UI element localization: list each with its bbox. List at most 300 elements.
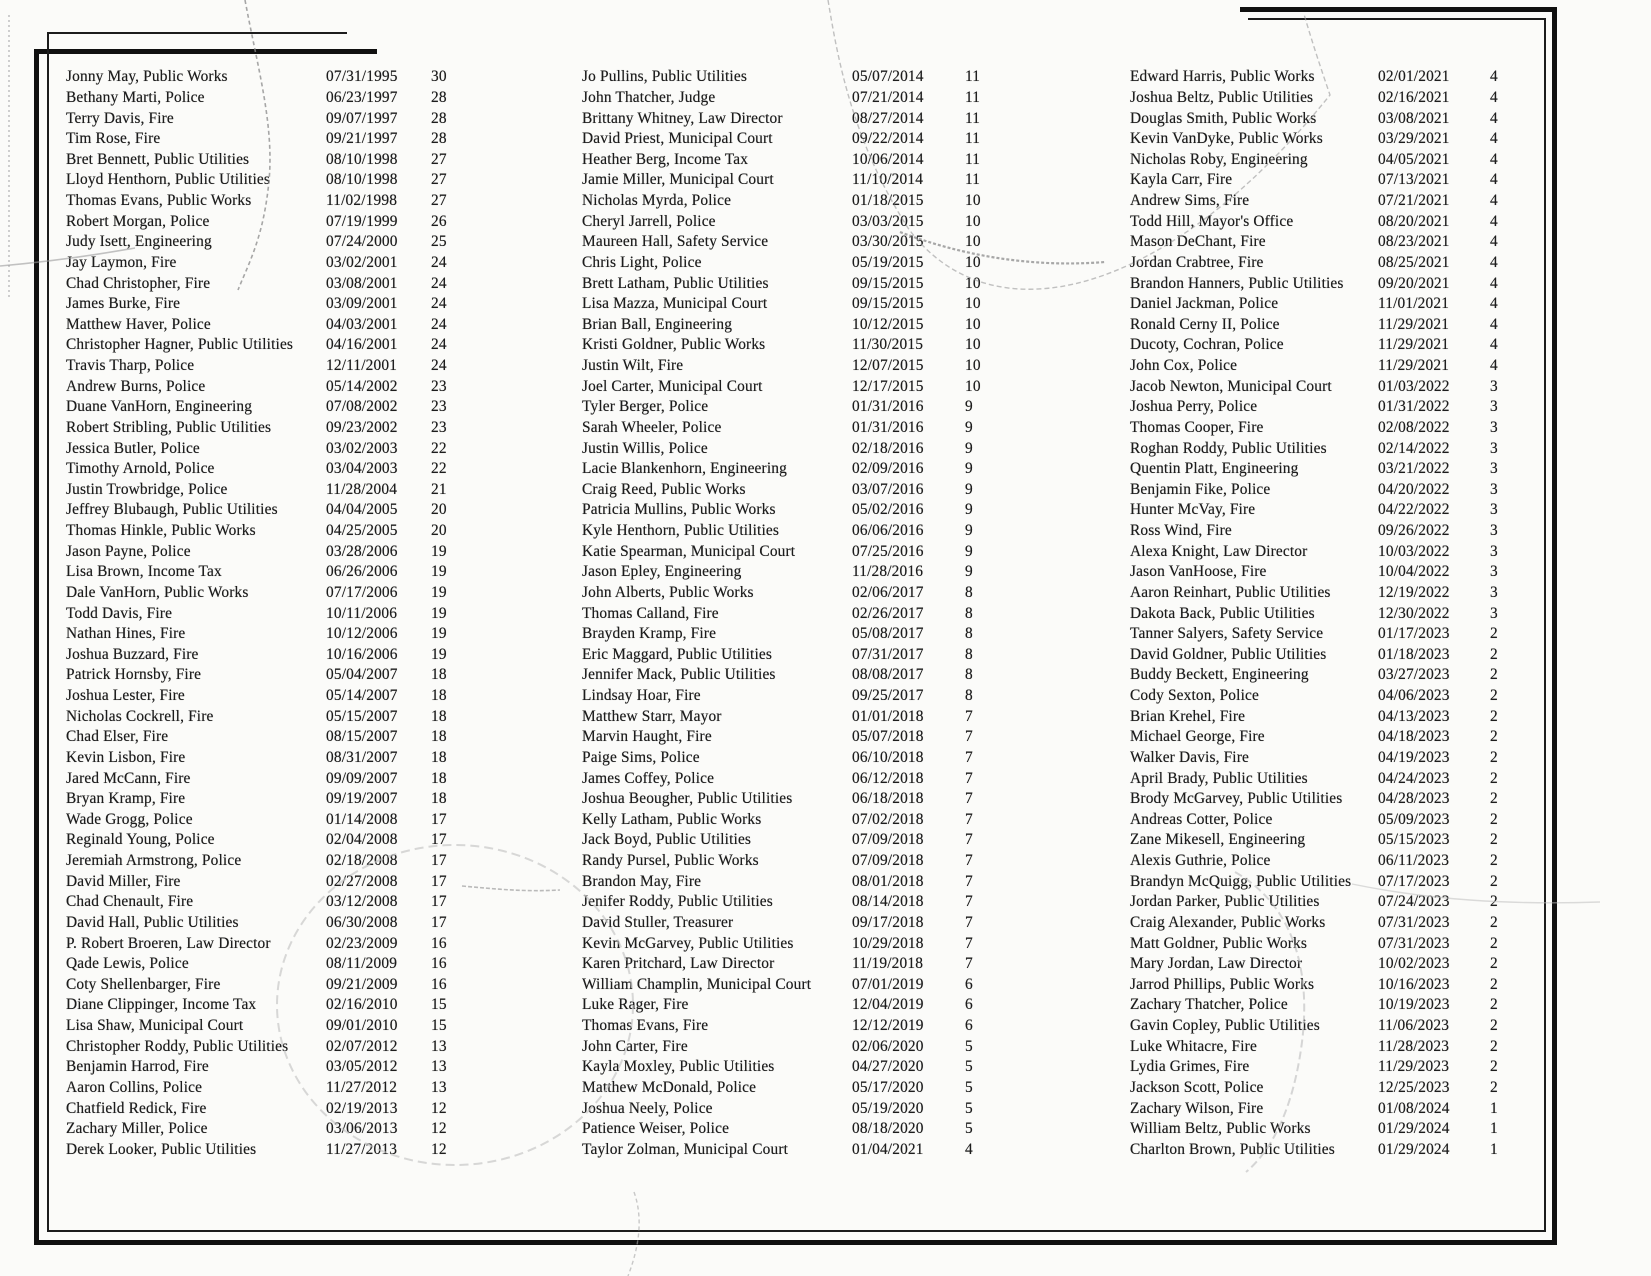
hire-date: 08/15/2007: [326, 728, 398, 746]
years-of-service: 13: [431, 1058, 447, 1076]
years-of-service: 10: [965, 274, 981, 292]
hire-date: 03/28/2006: [326, 542, 398, 560]
list-item: [582, 913, 1025, 934]
hire-date: 06/26/2006: [326, 563, 398, 581]
years-of-service: 7: [965, 934, 973, 952]
employee-name: David Stuller, Treasurer: [582, 913, 734, 931]
years-of-service: 4: [1490, 212, 1498, 230]
hire-date: 04/06/2023: [1378, 687, 1450, 705]
hire-date: 09/21/1997: [326, 130, 398, 148]
hire-date: 11/29/2021: [1378, 357, 1450, 375]
employee-name: Dale VanHorn, Public Works: [66, 583, 249, 601]
hire-date: 05/14/2002: [326, 377, 398, 395]
employee-name: David Goldner, Public Utilities: [1130, 645, 1327, 663]
hire-date: 08/11/2009: [326, 955, 398, 973]
hire-date: 06/23/1997: [326, 88, 398, 106]
years-of-service: 8: [965, 645, 973, 663]
hire-date: 04/20/2022: [1378, 480, 1450, 498]
list-item: [66, 459, 491, 480]
list-item: [66, 335, 491, 356]
employee-name: Aaron Reinhart, Public Utilities: [1130, 583, 1331, 601]
years-of-service: 30: [431, 68, 447, 86]
years-of-service: 17: [431, 893, 447, 911]
list-item: [66, 253, 491, 274]
hire-date: 04/24/2023: [1378, 769, 1450, 787]
list-item: [66, 851, 491, 872]
employee-name: Chatfield Redick, Fire: [66, 1099, 207, 1117]
employee-name: Tanner Salyers, Safety Service: [1130, 625, 1324, 643]
list-item: [66, 830, 491, 851]
employee-name: Chad Christopher, Fire: [66, 274, 211, 292]
years-of-service: 1: [1490, 1120, 1498, 1138]
list-item: [66, 686, 491, 707]
list-item: [1130, 603, 1550, 624]
employee-name: Joshua Beougher, Public Utilities: [582, 790, 793, 808]
employee-name: Lisa Brown, Income Tax: [66, 563, 222, 581]
employee-name: Jared McCann, Fire: [66, 769, 191, 787]
hire-date: 01/29/2024: [1378, 1120, 1450, 1138]
years-of-service: 11: [965, 150, 981, 168]
years-of-service: 5: [965, 1099, 973, 1117]
years-of-service: 15: [431, 996, 447, 1014]
employee-name: John Alberts, Public Works: [582, 583, 754, 601]
years-of-service: 6: [965, 996, 973, 1014]
hire-date: 01/04/2021: [852, 1140, 924, 1158]
hire-date: 11/28/2004: [326, 480, 398, 498]
list-item: [66, 315, 491, 336]
list-item: [582, 706, 1025, 727]
list-item: [582, 397, 1025, 418]
employee-name: Justin Wilt, Fire: [582, 357, 684, 375]
list-item: [1130, 294, 1550, 315]
list-item: [66, 892, 491, 913]
hire-date: 08/10/1998: [326, 150, 398, 168]
employee-name: Derek Looker, Public Utilities: [66, 1140, 257, 1158]
page-border-top-left-outer: [34, 49, 377, 54]
hire-date: 02/16/2010: [326, 996, 398, 1014]
employee-name: Christopher Roddy, Public Utilities: [66, 1037, 289, 1055]
employee-name: Zachary Miller, Police: [66, 1120, 208, 1138]
hire-date: 07/02/2018: [852, 810, 924, 828]
years-of-service: 3: [1490, 439, 1498, 457]
hire-date: 02/16/2021: [1378, 88, 1450, 106]
years-of-service: 4: [1490, 192, 1498, 210]
hire-date: 07/24/2023: [1378, 893, 1450, 911]
hire-date: 03/09/2001: [326, 295, 398, 313]
hire-date: 11/29/2023: [1378, 1058, 1450, 1076]
years-of-service: 7: [965, 913, 973, 931]
hire-date: 04/27/2020: [852, 1058, 924, 1076]
hire-date: 05/07/2014: [852, 68, 924, 86]
list-item: [582, 1036, 1025, 1057]
years-of-service: 20: [431, 522, 447, 540]
hire-date: 04/19/2023: [1378, 748, 1450, 766]
employee-name: Brandyn McQuigg, Public Utilities: [1130, 872, 1352, 890]
employee-name: Katie Spearman, Municipal Court: [582, 542, 796, 560]
hire-date: 08/10/1998: [326, 171, 398, 189]
years-of-service: 2: [1490, 852, 1498, 870]
employee-name: Tim Rose, Fire: [66, 130, 161, 148]
employee-name: Terry Davis, Fire: [66, 109, 174, 127]
list-item: [1130, 975, 1550, 996]
hire-date: 08/25/2021: [1378, 253, 1450, 271]
years-of-service: 19: [431, 604, 447, 622]
list-item: [66, 665, 491, 686]
hire-date: 05/04/2007: [326, 666, 398, 684]
years-of-service: 2: [1490, 707, 1498, 725]
list-item: [1130, 583, 1550, 604]
years-of-service: 10: [965, 233, 981, 251]
list-item: [582, 624, 1025, 645]
list-item: [66, 521, 491, 542]
hire-date: 03/07/2016: [852, 480, 924, 498]
hire-date: 05/09/2023: [1378, 810, 1450, 828]
years-of-service: 25: [431, 233, 447, 251]
hire-date: 08/01/2018: [852, 872, 924, 890]
years-of-service: 24: [431, 295, 447, 313]
list-item: [582, 830, 1025, 851]
list-item: [582, 768, 1025, 789]
hire-date: 09/15/2015: [852, 274, 924, 292]
years-of-service: 18: [431, 707, 447, 725]
employee-name: Jeremiah Armstrong, Police: [66, 852, 242, 870]
hire-date: 03/21/2022: [1378, 460, 1450, 478]
hire-date: 07/25/2016: [852, 542, 924, 560]
employee-name: Nicholas Myrda, Police: [582, 192, 732, 210]
hire-date: 02/08/2022: [1378, 418, 1450, 436]
list-item: [1130, 665, 1550, 686]
list-item: [66, 954, 491, 975]
years-of-service: 22: [431, 460, 447, 478]
years-of-service: 2: [1490, 728, 1498, 746]
list-item: [1130, 1098, 1550, 1119]
list-item: [66, 397, 491, 418]
hire-date: 03/02/2001: [326, 253, 398, 271]
employee-name: Kevin McGarvey, Public Utilities: [582, 934, 794, 952]
hire-date: 10/11/2006: [326, 604, 398, 622]
hire-date: 07/13/2021: [1378, 171, 1450, 189]
list-item: [66, 108, 491, 129]
hire-date: 12/12/2019: [852, 1017, 924, 1035]
hire-date: 12/25/2023: [1378, 1078, 1450, 1096]
years-of-service: 4: [1490, 274, 1498, 292]
seniority-column-3: [1130, 67, 1550, 1160]
list-item: [1130, 727, 1550, 748]
list-item: [582, 459, 1025, 480]
list-item: [582, 541, 1025, 562]
hire-date: 11/28/2023: [1378, 1037, 1450, 1055]
list-item: [1130, 562, 1550, 583]
years-of-service: 1: [1490, 1140, 1498, 1158]
years-of-service: 24: [431, 315, 447, 333]
list-item: [582, 294, 1025, 315]
years-of-service: 16: [431, 934, 447, 952]
years-of-service: 4: [1490, 130, 1498, 148]
list-item: [582, 1098, 1025, 1119]
list-item: [582, 583, 1025, 604]
employee-name: Joshua Beltz, Public Utilities: [1130, 88, 1314, 106]
employee-name: Thomas Hinkle, Public Works: [66, 522, 256, 540]
years-of-service: 24: [431, 253, 447, 271]
list-item: [582, 88, 1025, 109]
employee-name: James Burke, Fire: [66, 295, 181, 313]
employee-name: Marvin Haught, Fire: [582, 728, 712, 746]
years-of-service: 17: [431, 831, 447, 849]
list-item: [66, 1140, 491, 1161]
hire-date: 04/22/2022: [1378, 501, 1450, 519]
hire-date: 08/27/2014: [852, 109, 924, 127]
years-of-service: 7: [965, 852, 973, 870]
hire-date: 02/18/2016: [852, 439, 924, 457]
years-of-service: 2: [1490, 913, 1498, 931]
list-item: [1130, 376, 1550, 397]
employee-name: John Carter, Fire: [582, 1037, 688, 1055]
years-of-service: 7: [965, 728, 973, 746]
employee-name: Taylor Zolman, Municipal Court: [582, 1140, 789, 1158]
employee-name: Douglas Smith, Public Works: [1130, 109, 1317, 127]
hire-date: 09/20/2021: [1378, 274, 1450, 292]
hire-date: 11/19/2018: [852, 955, 924, 973]
employee-name: Benjamin Harrod, Fire: [66, 1058, 209, 1076]
years-of-service: 2: [1490, 1078, 1498, 1096]
employee-name: Michael George, Fire: [1130, 728, 1265, 746]
employee-name: Kayla Moxley, Public Utilities: [582, 1058, 775, 1076]
years-of-service: 9: [965, 522, 973, 540]
years-of-service: 2: [1490, 955, 1498, 973]
hire-date: 03/29/2021: [1378, 130, 1450, 148]
list-item: [1130, 933, 1550, 954]
hire-date: 07/17/2023: [1378, 872, 1450, 890]
page-border-top-right-outer: [1240, 7, 1557, 12]
years-of-service: 3: [1490, 398, 1498, 416]
years-of-service: 16: [431, 955, 447, 973]
hire-date: 11/02/1998: [326, 192, 398, 210]
hire-date: 09/25/2017: [852, 687, 924, 705]
hire-date: 06/06/2016: [852, 522, 924, 540]
years-of-service: 10: [965, 315, 981, 333]
years-of-service: 28: [431, 109, 447, 127]
years-of-service: 19: [431, 583, 447, 601]
list-item: [66, 789, 491, 810]
years-of-service: 3: [1490, 460, 1498, 478]
hire-date: 12/11/2001: [326, 357, 398, 375]
list-item: [1130, 810, 1550, 831]
list-item: [66, 995, 491, 1016]
hire-date: 01/14/2008: [326, 810, 398, 828]
list-item: [582, 851, 1025, 872]
hire-date: 07/21/2021: [1378, 192, 1450, 210]
hire-date: 02/27/2008: [326, 872, 398, 890]
list-item: [1130, 273, 1550, 294]
employee-name: Nicholas Roby, Engineering: [1130, 150, 1308, 168]
list-item: [582, 253, 1025, 274]
hire-date: 01/18/2023: [1378, 645, 1450, 663]
years-of-service: 11: [965, 171, 981, 189]
employee-name: Patricia Mullins, Public Works: [582, 501, 776, 519]
hire-date: 12/07/2015: [852, 357, 924, 375]
years-of-service: 18: [431, 728, 447, 746]
years-of-service: 11: [965, 130, 981, 148]
employee-name: William Champlin, Municipal Court: [582, 975, 812, 993]
years-of-service: 2: [1490, 893, 1498, 911]
employee-name: Daniel Jackman, Police: [1130, 295, 1279, 313]
employee-name: Joel Carter, Municipal Court: [582, 377, 763, 395]
hire-date: 01/31/2016: [852, 418, 924, 436]
hire-date: 11/01/2021: [1378, 295, 1450, 313]
list-item: [1130, 1078, 1550, 1099]
employee-name: Roghan Roddy, Public Utilities: [1130, 439, 1327, 457]
employee-name: Kevin Lisbon, Fire: [66, 748, 186, 766]
list-item: [66, 232, 491, 253]
list-item: [582, 108, 1025, 129]
list-item: [66, 1057, 491, 1078]
list-item: [1130, 892, 1550, 913]
years-of-service: 11: [965, 109, 981, 127]
employee-name: Lindsay Hoar, Fire: [582, 687, 701, 705]
employee-name: Brody McGarvey, Public Utilities: [1130, 790, 1343, 808]
list-item: [66, 645, 491, 666]
hire-date: 12/19/2022: [1378, 583, 1450, 601]
years-of-service: 12: [431, 1099, 447, 1117]
years-of-service: 16: [431, 975, 447, 993]
employee-name: Matthew Starr, Mayor: [582, 707, 722, 725]
hire-date: 06/10/2018: [852, 748, 924, 766]
years-of-service: 9: [965, 480, 973, 498]
years-of-service: 4: [1490, 295, 1498, 313]
years-of-service: 9: [965, 439, 973, 457]
page-border-top-left-inner: [47, 32, 347, 34]
list-item: [1130, 830, 1550, 851]
employee-name: Bret Bennett, Public Utilities: [66, 150, 250, 168]
hire-date: 08/20/2021: [1378, 212, 1450, 230]
list-item: [582, 500, 1025, 521]
employee-name: Robert Morgan, Police: [66, 212, 210, 230]
years-of-service: 7: [965, 748, 973, 766]
hire-date: 05/17/2020: [852, 1078, 924, 1096]
employee-name: Jason VanHoose, Fire: [1130, 563, 1267, 581]
list-item: [1130, 315, 1550, 336]
years-of-service: 2: [1490, 687, 1498, 705]
page-border-bottom-inner: [47, 1230, 1544, 1232]
list-item: [66, 1036, 491, 1057]
years-of-service: 19: [431, 625, 447, 643]
years-of-service: 27: [431, 192, 447, 210]
hire-date: 05/02/2016: [852, 501, 924, 519]
hire-date: 11/27/2012: [326, 1078, 398, 1096]
list-item: [66, 500, 491, 521]
employee-name: Christopher Hagner, Public Utilities: [66, 336, 294, 354]
list-item: [66, 129, 491, 150]
employee-name: Thomas Cooper, Fire: [1130, 418, 1264, 436]
employee-name: Zachary Wilson, Fire: [1130, 1099, 1264, 1117]
hire-date: 02/09/2016: [852, 460, 924, 478]
list-item: [1130, 768, 1550, 789]
employee-name: Mason DeChant, Fire: [1130, 233, 1266, 251]
hire-date: 07/09/2018: [852, 852, 924, 870]
hire-date: 05/08/2017: [852, 625, 924, 643]
years-of-service: 19: [431, 645, 447, 663]
hire-date: 03/06/2013: [326, 1120, 398, 1138]
hire-date: 04/05/2021: [1378, 150, 1450, 168]
hire-date: 02/07/2012: [326, 1037, 398, 1055]
list-item: [582, 727, 1025, 748]
employee-name: Patrick Hornsby, Fire: [66, 666, 202, 684]
list-item: [66, 211, 491, 232]
years-of-service: 3: [1490, 542, 1498, 560]
years-of-service: 9: [965, 398, 973, 416]
employee-name: Wade Grogg, Police: [66, 810, 193, 828]
years-of-service: 7: [965, 769, 973, 787]
employee-name: Andrew Sims, Fire: [1130, 192, 1250, 210]
page-border-right-outer: [1552, 7, 1557, 1245]
years-of-service: 9: [965, 563, 973, 581]
list-item: [582, 995, 1025, 1016]
employee-name: Matthew McDonald, Police: [582, 1078, 757, 1096]
years-of-service: 10: [965, 295, 981, 313]
employee-name: Karen Pritchard, Law Director: [582, 955, 775, 973]
employee-name: Nathan Hines, Fire: [66, 625, 186, 643]
hire-date: 10/03/2022: [1378, 542, 1450, 560]
list-item: [66, 1016, 491, 1037]
hire-date: 08/18/2020: [852, 1120, 924, 1138]
hire-date: 09/07/1997: [326, 109, 398, 127]
hire-date: 03/08/2001: [326, 274, 398, 292]
hire-date: 11/06/2023: [1378, 1017, 1450, 1035]
hire-date: 02/06/2020: [852, 1037, 924, 1055]
hire-date: 10/04/2022: [1378, 563, 1450, 581]
employee-name: Eric Maggard, Public Utilities: [582, 645, 773, 663]
employee-name: Todd Hill, Mayor's Office: [1130, 212, 1294, 230]
list-item: [1130, 67, 1550, 88]
hire-date: 05/14/2007: [326, 687, 398, 705]
employee-name: Luke Rager, Fire: [582, 996, 689, 1014]
employee-name: Todd Davis, Fire: [66, 604, 173, 622]
years-of-service: 4: [1490, 253, 1498, 271]
list-item: [1130, 191, 1550, 212]
hire-date: 07/31/2023: [1378, 913, 1450, 931]
list-item: [66, 1078, 491, 1099]
list-item: [66, 706, 491, 727]
years-of-service: 2: [1490, 1017, 1498, 1035]
employee-name: Robert Stribling, Public Utilities: [66, 418, 272, 436]
hire-date: 07/31/2017: [852, 645, 924, 663]
list-item: [582, 480, 1025, 501]
hire-date: 02/04/2008: [326, 831, 398, 849]
years-of-service: 3: [1490, 418, 1498, 436]
list-item: [66, 748, 491, 769]
list-item: [1130, 541, 1550, 562]
years-of-service: 2: [1490, 810, 1498, 828]
years-of-service: 4: [1490, 315, 1498, 333]
years-of-service: 17: [431, 852, 447, 870]
years-of-service: 2: [1490, 748, 1498, 766]
years-of-service: 3: [1490, 501, 1498, 519]
list-item: [66, 170, 491, 191]
years-of-service: 3: [1490, 563, 1498, 581]
employee-name: Brian Krehel, Fire: [1130, 707, 1246, 725]
employee-name: Justin Trowbridge, Police: [66, 480, 228, 498]
list-item: [582, 418, 1025, 439]
hire-date: 11/30/2015: [852, 336, 924, 354]
page-border-top-right-inner: [1248, 18, 1544, 20]
employee-name: Jenifer Roddy, Public Utilities: [582, 893, 773, 911]
hire-date: 09/15/2015: [852, 295, 924, 313]
list-item: [582, 603, 1025, 624]
years-of-service: 17: [431, 872, 447, 890]
years-of-service: 9: [965, 501, 973, 519]
employee-name: John Thatcher, Judge: [582, 88, 716, 106]
years-of-service: 19: [431, 542, 447, 560]
